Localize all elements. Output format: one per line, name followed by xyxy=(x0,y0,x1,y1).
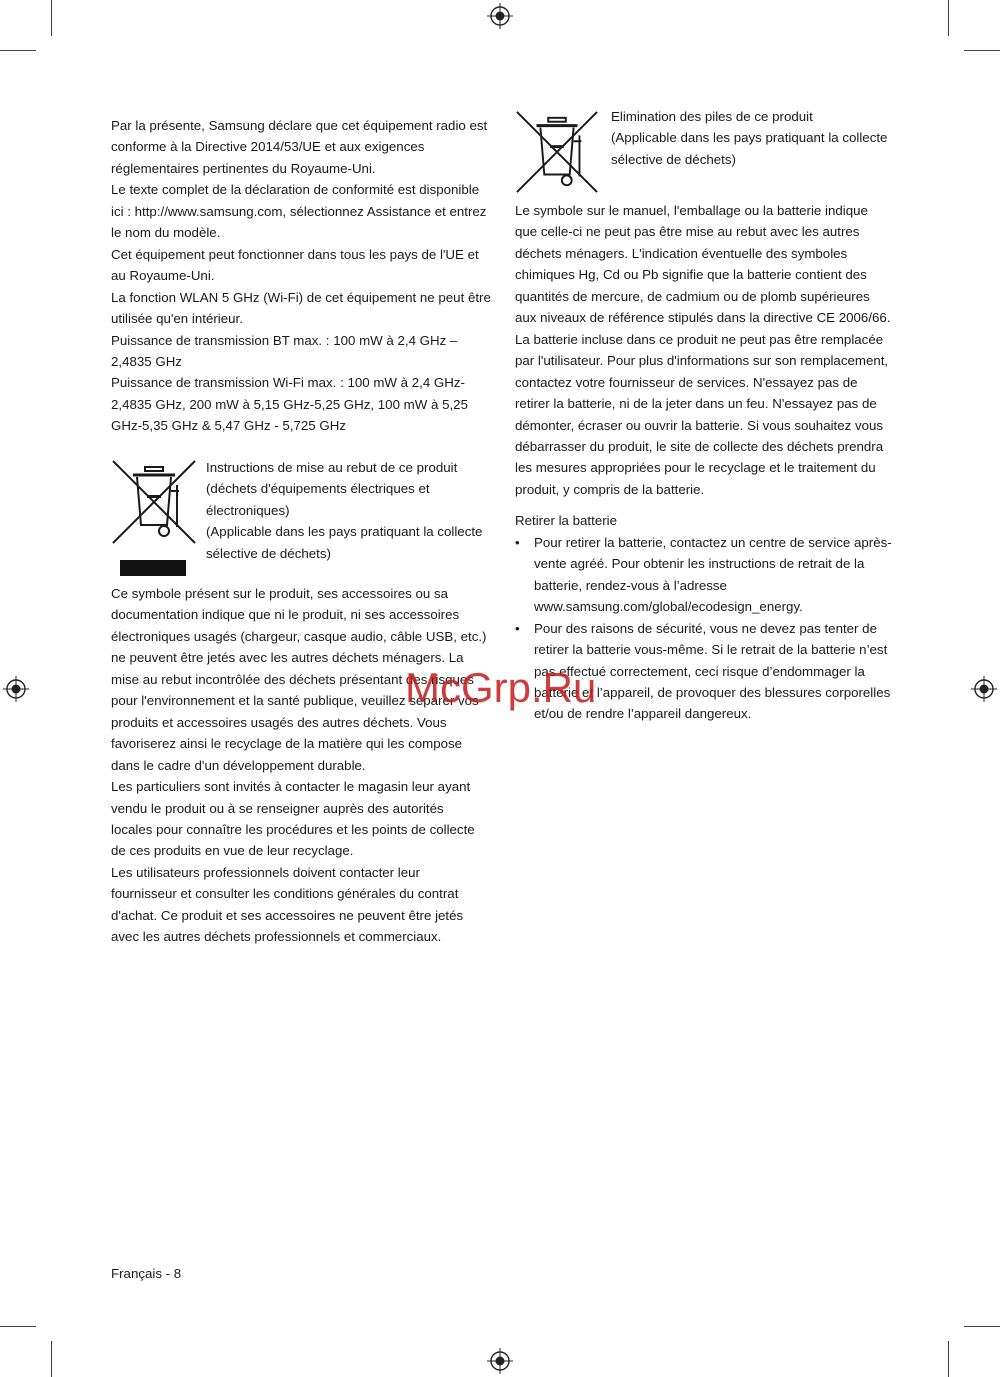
weee-block xyxy=(111,459,487,579)
weee-paragraph: Ce symbole présent sur le produit, ses accessoires ou sa documentation indique que ni le produit, ni ses accessoires électroniques usagés (chargeur, casque audio, câble USB, etc.) ne peuvent être jetés avec les autres déchets ménagers. La mise au rebut incontrôlée des déchets présentant des risques pour l'environnement et la santé publique, veuillez séparer vos produits et accessoires usagés des autres déchets. Vous favoriserez ainsi le recyclage de la matière qui les compose dans le cadre d'un développement durable. xyxy=(111,586,487,773)
crop-mark xyxy=(0,50,36,51)
crop-mark xyxy=(948,0,949,36)
remove-battery-heading: Retirer la batterie xyxy=(515,513,617,529)
registration-mark-icon xyxy=(971,676,997,702)
battery-applicable: (Applicable dans les pays pratiquant la collecte sélective de déchets) xyxy=(611,130,888,167)
crop-mark xyxy=(51,1341,52,1377)
declaration-paragraph: Le texte complet de la déclaration de conformité est disponible ici : http://www.samsung.com, sélectionnez Assistance et entrez le nom du modèle. xyxy=(111,182,487,241)
declaration-section xyxy=(111,115,491,437)
battery-disposal-block xyxy=(515,106,893,198)
registration-mark-icon xyxy=(3,676,29,702)
weee-applicable: (Applicable dans les pays pratiquant la collecte sélective de déchets) xyxy=(206,524,483,561)
crossed-bin-icon xyxy=(515,110,599,194)
weee-paragraph: Les utilisateurs professionnels doivent contacter leur fournisseur et consulter les conditions générales du contrat d'achat. Ce produit et ses accessoires ne peuvent être jetés avec les autres déchets professionnels et commerciaux. xyxy=(111,864,464,945)
page-number: Français - 8 xyxy=(111,1266,182,1281)
crossed-bin-icon xyxy=(111,459,197,545)
weee-subtitle: (déchets d'équipements électriques et électroniques) xyxy=(206,481,430,518)
declaration-paragraph: Puissance de transmission BT max. : 100 mW à 2,4 GHz – 2,4835 GHz xyxy=(111,332,458,369)
declaration-paragraph: Par la présente, Samsung déclare que cet équipement radio est conforme à la Directive 2014/53/UE et aux exigences réglementaires pertinentes du Royaume-Uni. xyxy=(111,118,488,176)
declaration-paragraph: Puissance de transmission Wi-Fi max. : 100 mW à 2,4 GHz-2,4835 GHz, 200 mW à 5,15 GHz-5,25 GHz, 100 mW à 5,25 GHz-5,35 GHz & 5,47 GHz - 5,725 GHz xyxy=(111,375,468,434)
weee-text-section xyxy=(111,583,487,948)
weee-black-bar xyxy=(120,560,186,576)
list-item: • Pour retirer la batterie, contactez un centre de service après-vente agréé. Pour obtenir les instructions de retrait de la batterie, rendez-vous à l’adresse www.samsung.com/global/ecodesign_energy. xyxy=(515,532,893,618)
crop-mark xyxy=(964,1326,1000,1327)
watermark-text: McGrp.Ru xyxy=(405,664,597,711)
battery-title: Elimination des piles de ce produit xyxy=(611,109,813,124)
battery-paragraph: Le symbole sur le manuel, l'emballage ou la batterie indique que celle-ci ne peut pas être mise au rebut avec les autres déchets ménagers. L'indication éventuelle des symboles chimiques Hg, Cd ou Pb signifie que la batterie contient des quantités de mercure, de cadmium ou de plomb supérieures aux niveaux de référence stipulés dans la directive CE 2006/66. xyxy=(515,203,891,326)
battery-text-section xyxy=(515,200,893,725)
list-item: • Pour des raisons de sécurité, vous ne devez pas tenter de retirer la batterie vous-même. Si le retrait de la batterie n’est pas effectué correctement, ceci risque d’endommager la batterie et l’appareil, de provoquer des blessures corporelles et/ou de rendre l’appareil dangereux. xyxy=(515,618,893,725)
registration-mark-icon xyxy=(487,3,513,29)
crop-mark xyxy=(0,1326,36,1327)
weee-title: Instructions de mise au rebut de ce produit xyxy=(206,460,458,475)
declaration-paragraph: La fonction WLAN 5 GHz (Wi-Fi) de cet équipement ne peut être utilisée qu'en intérieur. xyxy=(111,289,491,327)
registration-mark-icon xyxy=(487,1348,513,1374)
battery-paragraph: La batterie incluse dans ce produit ne peut pas être remplacée par l'utilisateur. Pour plus d'informations sur son remplacement, contactez votre fournisseur de services. N'essayez pas de retirer la batterie, ni de la jeter dans un feu. N'essayez pas de démonter, écraser ou ouvrir la batterie. Si vous souhaitez vous débarrasser du produit, le site de collecte des déchets prendra les mesures appropriées pour le recyclage et le traitement du produit, y compris de la batterie. xyxy=(515,331,889,497)
crop-mark xyxy=(964,50,1000,51)
declaration-paragraph: Cet équipement peut fonctionner dans tous les pays de l'UE et au Royaume-Uni. xyxy=(111,246,479,284)
crop-mark xyxy=(51,0,52,36)
weee-paragraph: Les particuliers sont invités à contacter le magasin leur ayant vendu le produit ou à se renseigner auprès des autorités locales pour connaître les procédures et les points de collecte de ces produits en vue de leur recyclage. xyxy=(111,779,475,859)
crop-mark xyxy=(948,1341,949,1377)
